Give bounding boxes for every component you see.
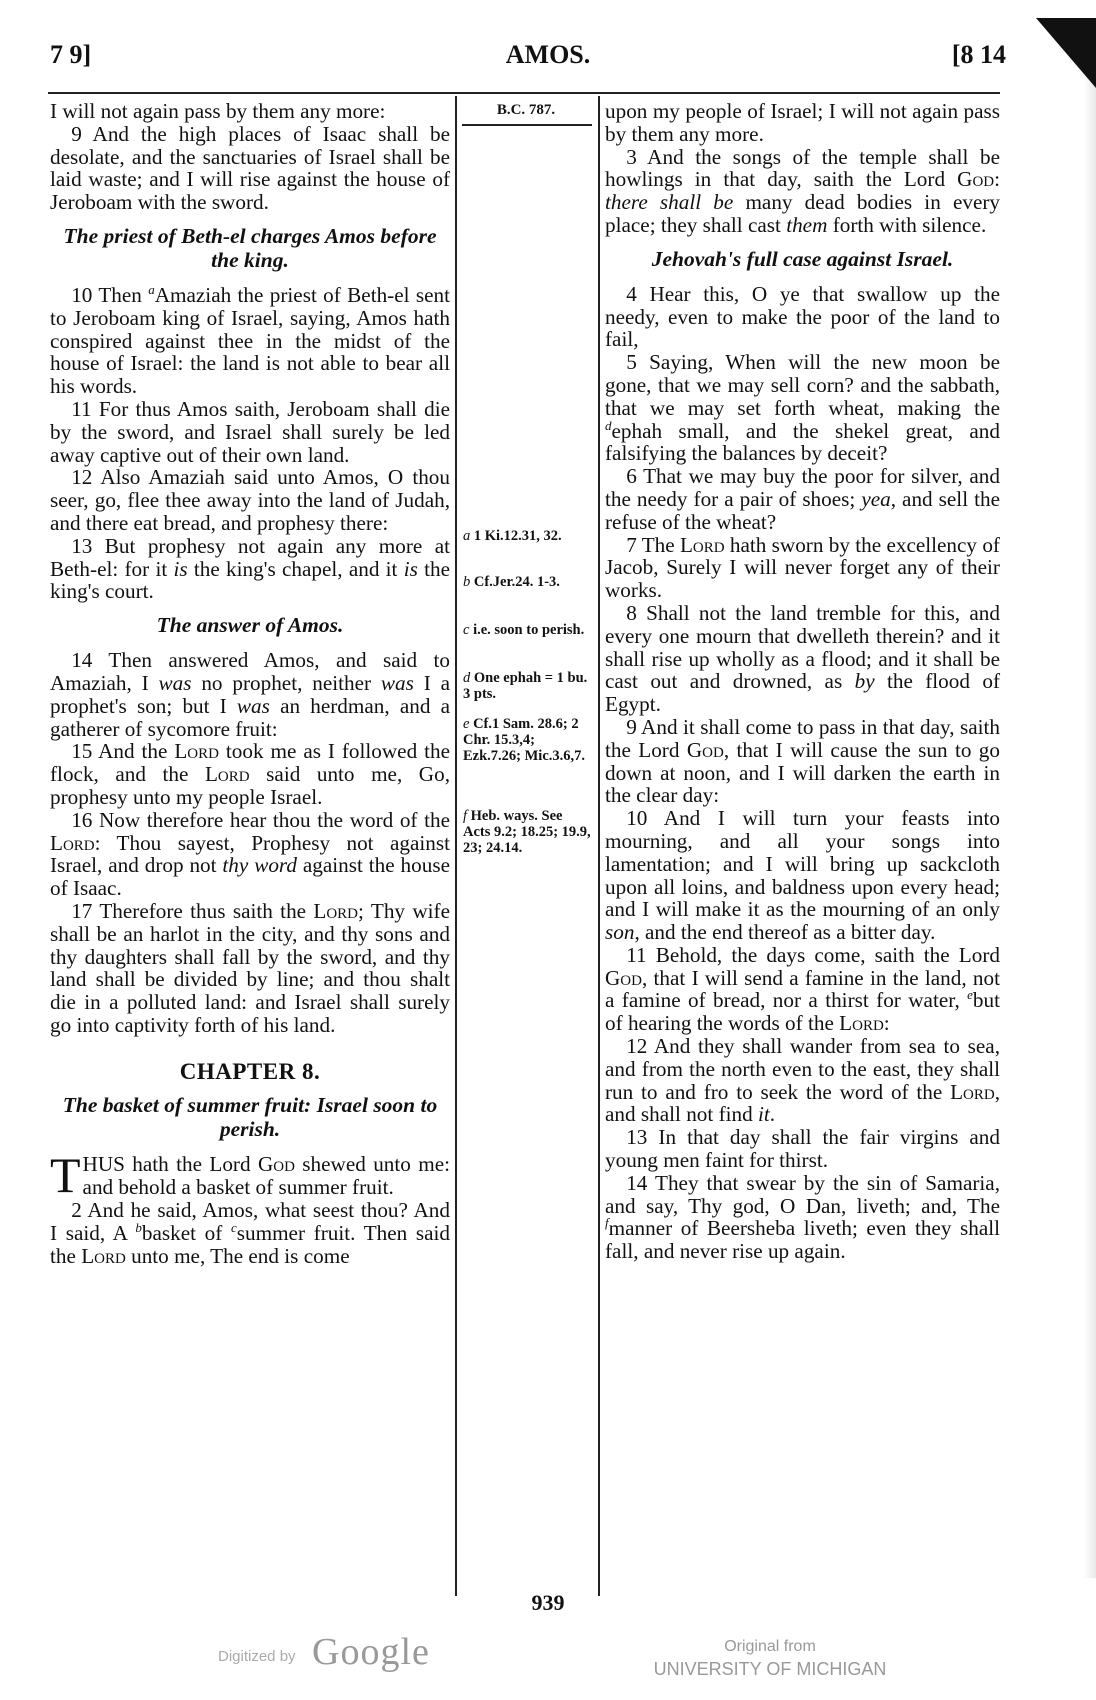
header-rule	[48, 92, 1000, 94]
verse-8-2: 2 And he said, Amos, what seest thou? And I said, A $^b$basket of $^c$summer fruit. Then said the Lord unto me, The end is come	[50, 1198, 450, 1268]
verse-8-1: THUS hath the Lord God shewed unto me: and behold a basket of summer fruit.	[50, 1147, 451, 1204]
section-heading: The priest of Beth-el charges Amos before the king.	[63, 223, 437, 272]
margin-ref-e: e Cf.1 Sam. 28.6; 2 Chr. 15.3,4; Ezk.7.26; Mic.3.6,7.	[463, 716, 586, 764]
verse-8-10: 10 And I will turn your feasts into mourning, and all your songs into lamentation; and I will bring up sackcloth upon all loins, and baldness upon every head; and I will make it as the mourning of an only son, and the end thereof as a bitter day.	[605, 806, 1000, 945]
page-edge-shadow	[1084, 18, 1096, 1578]
margin-ref-a: a 1 Ki.12.31, 32.	[463, 528, 562, 544]
margin-ref-c: c i.e. soon to perish.	[463, 622, 585, 638]
margin-ref-f: f Heb. ways. See Acts 9.2; 18.25; 19.9, 23; 24.14.	[463, 808, 591, 856]
section-heading: The answer of Amos.	[156, 613, 344, 638]
column-divider-right	[598, 96, 600, 1596]
verse-7-16: 16 Now therefore hear thou the word of the Lord: Thou sayest, Prophesy not against Israel, and drop not thy word against the house of Isaac.	[50, 807, 450, 901]
page-number: 939	[531, 1590, 565, 1615]
section-heading: Jehovah's full case against Israel.	[651, 246, 954, 271]
header-left-ref: 7 9]	[50, 40, 92, 69]
verse-continuation: upon my people of Israel; I will not again pass by them any more.	[605, 99, 1000, 146]
verse-7-10: 10 Then $^a$Amaziah the priest of Beth-el sent to Jeroboam king of Israel, saying, Amos hath conspired against thee in the midst of the house of Israel: the land is not able to bear all his words.	[50, 281, 450, 399]
verse-7-11: 11 For thus Amos saith, Jeroboam shall die by the sword, and Israel shall surely be led away captive out of their own land.	[50, 396, 450, 467]
verse-8-14: 14 They that swear by the sin of Samaria, and say, Thy god, O Dan, liveth; and, The $^f$manner of Beersheba liveth; even they shall fall, and never rise up again.	[605, 1170, 1000, 1264]
margin-ref-d: d One ephah = 1 bu. 3 pts.	[463, 670, 588, 702]
google-logo: Google	[312, 1631, 430, 1673]
verse-8-3: 3 And the songs of the temple shall be howlings in that day, saith the Lord God: there shall be many dead bodies in every place; they shall cast them forth with silence.	[605, 144, 1001, 237]
margin-date-rule	[462, 124, 592, 126]
drop-cap: T	[50, 1147, 81, 1204]
right-column	[605, 100, 1000, 1263]
original-source: Original from UNIVERSITY OF MICHIGAN	[653, 1638, 887, 1679]
verse-7-14: 14 Then answered Amos, and said to Amaziah, I was no prophet, neither was I a prophet's son; but I was an herdman, and a gatherer of sycomore fruit:	[50, 648, 451, 741]
verse-7-13: 13 But prophesy not again any more at Beth-el: for it is the king's chapel, and it is the king's court.	[50, 533, 450, 604]
verse-8-9: 9 And it shall come to pass in that day, saith the Lord God, that I will cause the sun to go down at noon, and I will darken the earth in the clear day:	[605, 714, 1000, 808]
left-column	[50, 100, 450, 1267]
verse-8-4: 4 Hear this, O ye that swallow up the needy, even to make the poor of the land to fail,	[605, 281, 1000, 352]
verse-continuation: I will not again pass by them any more:	[50, 99, 386, 123]
verse-8-13: 13 In that day shall the fair virgins and young men faint for thirst.	[605, 1125, 1000, 1173]
header-right-ref: [8 14	[951, 40, 1006, 69]
verse-8-8: 8 Shall not the land tremble for this, and every one mourn that dwelleth therein? and it shall rise up wholly as a flood; and it shall be cast out and drowned, as by the flood of Egypt.	[605, 600, 1000, 717]
column-divider-left	[455, 96, 457, 1596]
verse-7-12: 12 Also Amaziah said unto Amos, O thou seer, go, flee thee away into the land of Judah, and there eat bread, and prophesy there:	[50, 465, 450, 535]
digitized-by-label: Digitized by	[218, 1648, 296, 1665]
margin-date: B.C. 787.	[496, 102, 556, 118]
verse-8-6: 6 That we may buy the poor for silver, and the needy for a pair of shoes; yea, and sell the refuse of the wheat?	[605, 464, 1000, 534]
verse-7-17: 17 Therefore thus saith the Lord; Thy wife shall be an harlot in the city, and thy sons and thy daughters shall fall by the sword, and thy land shall be divided by line; and thou shalt die in a polluted land: and Israel shall surely go into captivity forth of his land.	[50, 898, 450, 1037]
section-heading: The basket of summer fruit: Israel soon to perish.	[62, 1093, 438, 1142]
verse-7-9: 9 And the high places of Isaac shall be desolate, and the sanctuaries of Israel shall be laid waste; and I will rise against the house of Jeroboam with the sword.	[50, 121, 450, 215]
verse-8-5: 5 Saying, When will the new moon be gone, that we may sell corn? and the sabbath, that we may set forth wheat, making the $^d$ephah small, and the shekel great, and falsifying the balances by deceit?	[605, 350, 1000, 466]
margin-ref-b: b Cf.Jer.24. 1-3.	[463, 574, 560, 590]
verse-8-11: 11 Behold, the days come, saith the Lord God, that I will send a famine in the land, not a famine of bread, nor a thirst for water, $^e$but of hearing the words of the Lord:	[605, 942, 1000, 1036]
verse-7-15: 15 And the Lord took me as I followed the flock, and the Lord said unto me, Go, prophesy unto my people Israel.	[50, 739, 451, 809]
verse-8-12: 12 And they shall wander from sea to sea, and from the north even to the east, they shall run to and fro to seek the word of the Lord, and shall not find it.	[605, 1034, 1000, 1127]
verse-8-7: 7 The Lord hath sworn by the excellency of Jacob, Surely I will never forget any of their works.	[605, 532, 1000, 603]
header-book-title: AMOS.	[505, 40, 591, 69]
chapter-heading: CHAPTER 8.	[179, 1058, 321, 1084]
